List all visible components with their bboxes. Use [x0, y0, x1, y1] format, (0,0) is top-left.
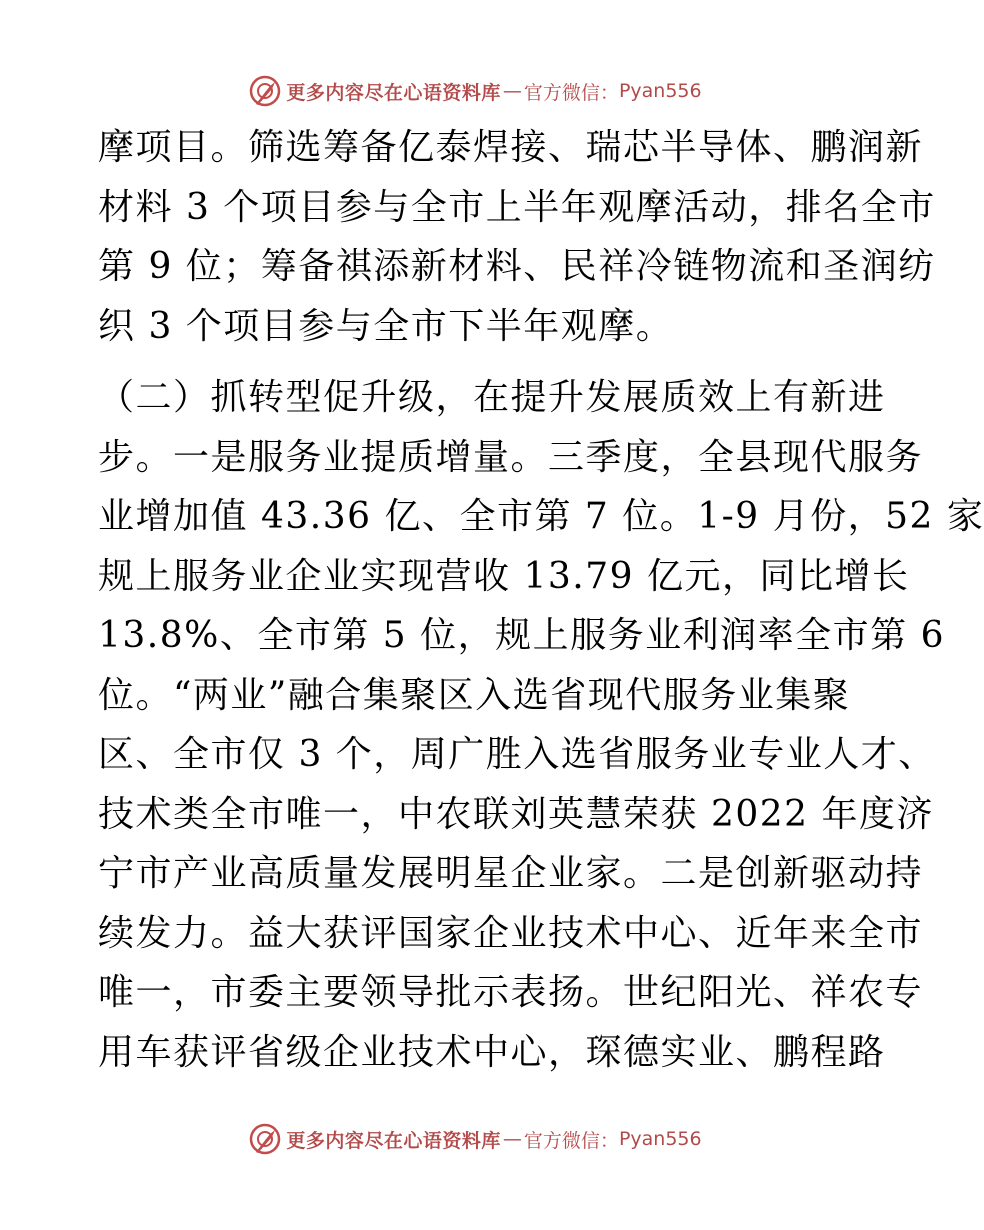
document-body: [98, 118, 984, 1082]
watermark-dash: —: [502, 80, 522, 102]
text-line: 宁市产业高质量发展明星企业家。二是创新驱动持: [98, 853, 924, 894]
text-line: 13.8%、全市第 5 位，规上服务业利润率全市第 6: [98, 615, 946, 656]
text-line: 材料 3 个项目参与全市上半年观摩活动，排名全市: [98, 186, 936, 228]
text-line: 区、全市仅 3 个，周广胜入选省服务业专业人才、: [98, 734, 936, 775]
footer-watermark: [0, 1119, 950, 1159]
pen-logo-icon: [248, 1122, 282, 1156]
watermark-brand-text: 更多内容尽在心语资料库: [286, 1129, 501, 1152]
watermark-wechat-label: 官方微信：: [523, 1129, 619, 1152]
header-watermark: [0, 71, 950, 111]
pen-logo-icon: [248, 74, 282, 108]
text-line: 步。一是服务业提质增量。三季度，全县现代服务: [98, 436, 924, 478]
text-line: 织 3 个项目参与全市下半年观摩。: [98, 305, 674, 347]
watermark-wechat-id: Pyan556: [618, 1128, 702, 1150]
paragraph-spacer: [98, 356, 858, 368]
watermark-dash: —: [502, 1128, 522, 1150]
section-heading-line: （二）抓转型促升级，在提升发展质效上有新进: [98, 377, 886, 418]
text-line: 摩项目。筛选筹备亿泰焊接、瑞芯半导体、鹏润新: [98, 127, 924, 168]
text-line: 规上服务业企业实现营收 13.79 亿元，同比增长: [98, 555, 910, 597]
text-line: 第 9 位；筹备祺添新材料、民祥冷链物流和圣润纺: [98, 246, 936, 287]
text-line: 业增加值 43.36 亿、全市第 7 位。1-9 月份，52 家: [98, 496, 984, 537]
paragraph-1: [98, 118, 936, 356]
text-line: 用车获评省级企业技术中心，琛德实业、鹏程路: [98, 1031, 886, 1073]
text-line: 位。“两业”融合集聚区入选省现代服务业集聚: [98, 674, 851, 716]
watermark-brand-text: 更多内容尽在心语资料库: [286, 81, 501, 104]
text-line: 技术类全市唯一，中农联刘英慧荣获 2022 年度济: [98, 793, 935, 835]
watermark-wechat-label: 官方微信：: [523, 81, 619, 104]
text-line: 唯一，市委主要领导批示表扬。世纪阳光、祥农专: [98, 972, 924, 1013]
watermark-wechat-id: Pyan556: [618, 80, 702, 102]
text-line: 续发力。益大获评国家企业技术中心、近年来全市: [98, 912, 924, 954]
paragraph-2: [98, 368, 984, 1082]
